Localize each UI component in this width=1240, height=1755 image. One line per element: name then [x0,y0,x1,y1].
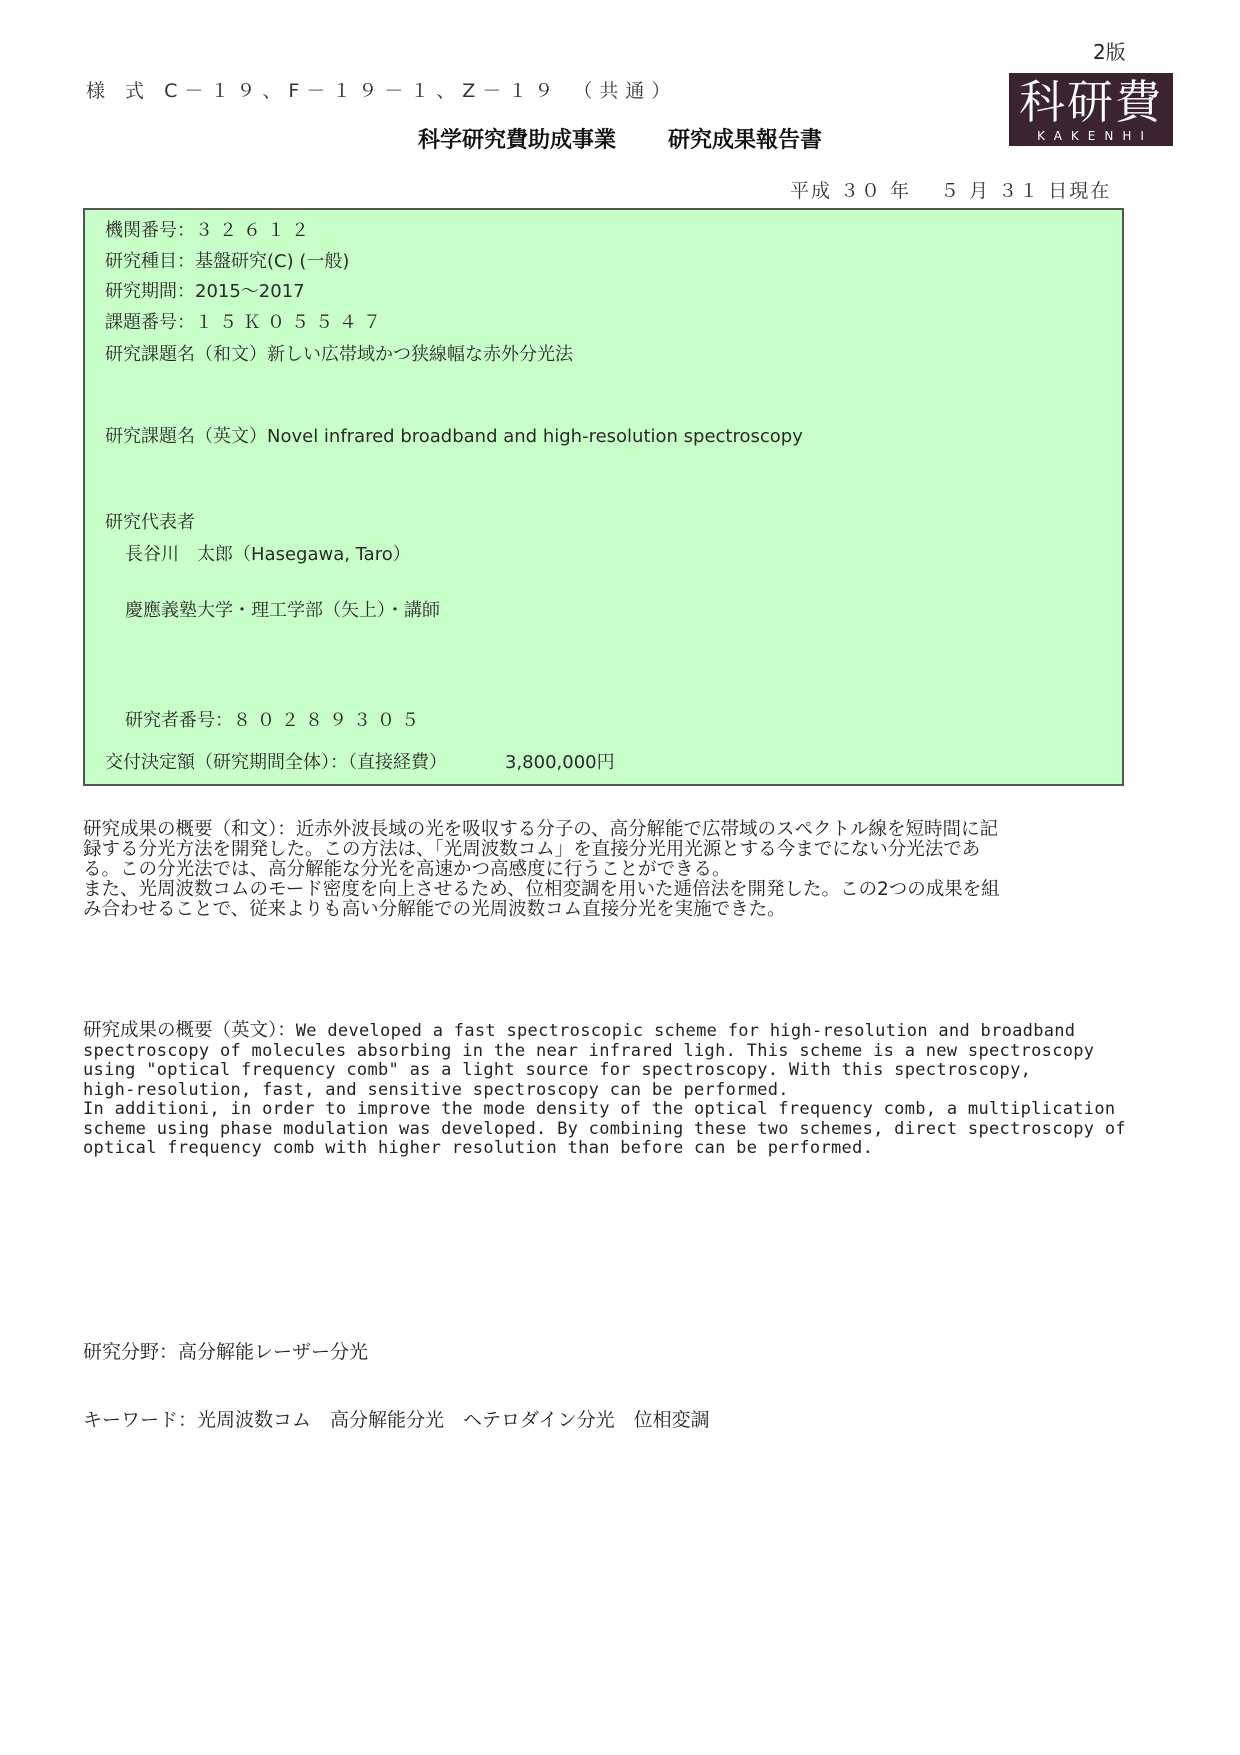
keywords-label: キーワード： [83,1409,198,1431]
edition-label: 2版 [1093,40,1126,64]
page-title [0,123,1240,154]
grant-amount: 3,800,000円 [505,752,615,773]
summary-ja-line: 近赤外波長域の光を吸収する分子の、高分解能で広帯域のスペクトル線を短時間に記 [295,819,999,840]
representative-label: 研究代表者 [105,512,195,533]
summary-en-line: high-resolution, fast, and sensitive spectroscopy can be performed. [83,1079,789,1100]
period-label: 研究期間： [105,281,195,302]
category-row [105,247,349,273]
category-label: 研究種目： [105,251,195,272]
project-number-row [105,308,387,334]
researcher-number-label: 研究者番号： [125,710,233,731]
title-ja: 新しい広帯域かつ狭線幅な赤外分光法 [267,344,573,365]
summary-en [83,1021,1126,1159]
period-row [105,277,305,303]
grant-label: 交付決定額（研究期間全体）：（直接経費） [105,752,447,773]
keywords [83,1405,710,1432]
representative-name: 長谷川 太郎（Hasegawa, Taro） [125,544,411,565]
summary-en-line: We developed a fast spectroscopic scheme for high-resolution and broadband [295,1021,1076,1041]
affiliation: 慶應義塾大学・理工学部（矢上）・講師 [125,600,440,621]
summary-ja-label: 研究成果の概要（和文）： [83,819,296,840]
project-number: １５Ｋ０５５４７ [195,312,387,333]
summary-ja-line: る。この分光法では、高分解能な分光を高速かつ高感度に行うことができる。 [83,859,731,880]
summary-en-line: scheme using phase modulation was developed. By combining these two schemes, direct spectroscopy of [83,1118,1126,1139]
research-field-label: 研究分野： [83,1341,179,1363]
title-right: 研究成果報告書 [668,128,823,153]
summary-en-line: optical frequency comb with higher resolution than before can be performed. [83,1138,874,1158]
title-ja-label: 研究課題名（和文） [105,344,267,365]
form-id: 様 式 C－１９、F－１９－１、Z－１９ （共通） [86,80,678,102]
report-date: 平成 ３０ 年 ５ 月 ３１ 日現在 [790,180,1112,202]
logo-sub-text: KAKENHI [1037,129,1153,143]
category-value: 基盤研究(C) (一般) [195,251,350,272]
summary-ja-line: また、光周波数コムのモード密度を向上させるため、位相変調を用いた逓倍法を開発した。この2つの成果を組 [83,879,1000,900]
researcher-number-row [125,706,425,732]
project-number-label: 課題番号： [105,312,195,333]
project-info-box [83,208,1124,786]
research-field-value: 高分解能レーザー分光 [178,1341,369,1363]
grant-row [105,748,615,774]
summary-en-label: 研究成果の概要（英文）： [83,1020,296,1041]
institution-row [105,216,315,242]
research-field [83,1337,368,1364]
summary-en-line: spectroscopy of molecules absorbing in the near infrared ligh. This scheme is a new spectroscopy [83,1040,1095,1061]
period-value: 2015～2017 [195,281,305,302]
summary-en-line: using "optical frequency comb" as a light source for spectroscopy. With this spectroscopy, [83,1060,1032,1080]
summary-ja [83,820,1000,920]
title-en-row [105,422,803,448]
logo-main-text: 科研費 [1019,75,1163,129]
summary-en-line: In additioni, in order to improve the mode density of the optical frequency comb, a multiplication [83,1099,1116,1119]
institution-number: ３２６１２ [195,220,315,241]
title-en-label: 研究課題名（英文） [105,426,267,447]
title-en: Novel infrared broadband and high-resolution spectroscopy [267,426,803,447]
title-ja-row [105,340,573,366]
summary-ja-line: み合わせることで、従来よりも高い分解能での光周波数コム直接分光を実施できた。 [83,899,786,920]
keywords-value: 光周波数コム 高分解能分光 ヘテロダイン分光 位相変調 [197,1409,710,1431]
researcher-number: ８０２８９３０５ [233,710,425,731]
institution-label: 機関番号： [105,220,195,241]
summary-ja-line: 録する分光方法を開発した。この方法は、「光周波数コム」を直接分光用光源とする今までにない分光法であ [83,839,981,860]
title-left: 科学研究費助成事業 [417,128,616,153]
